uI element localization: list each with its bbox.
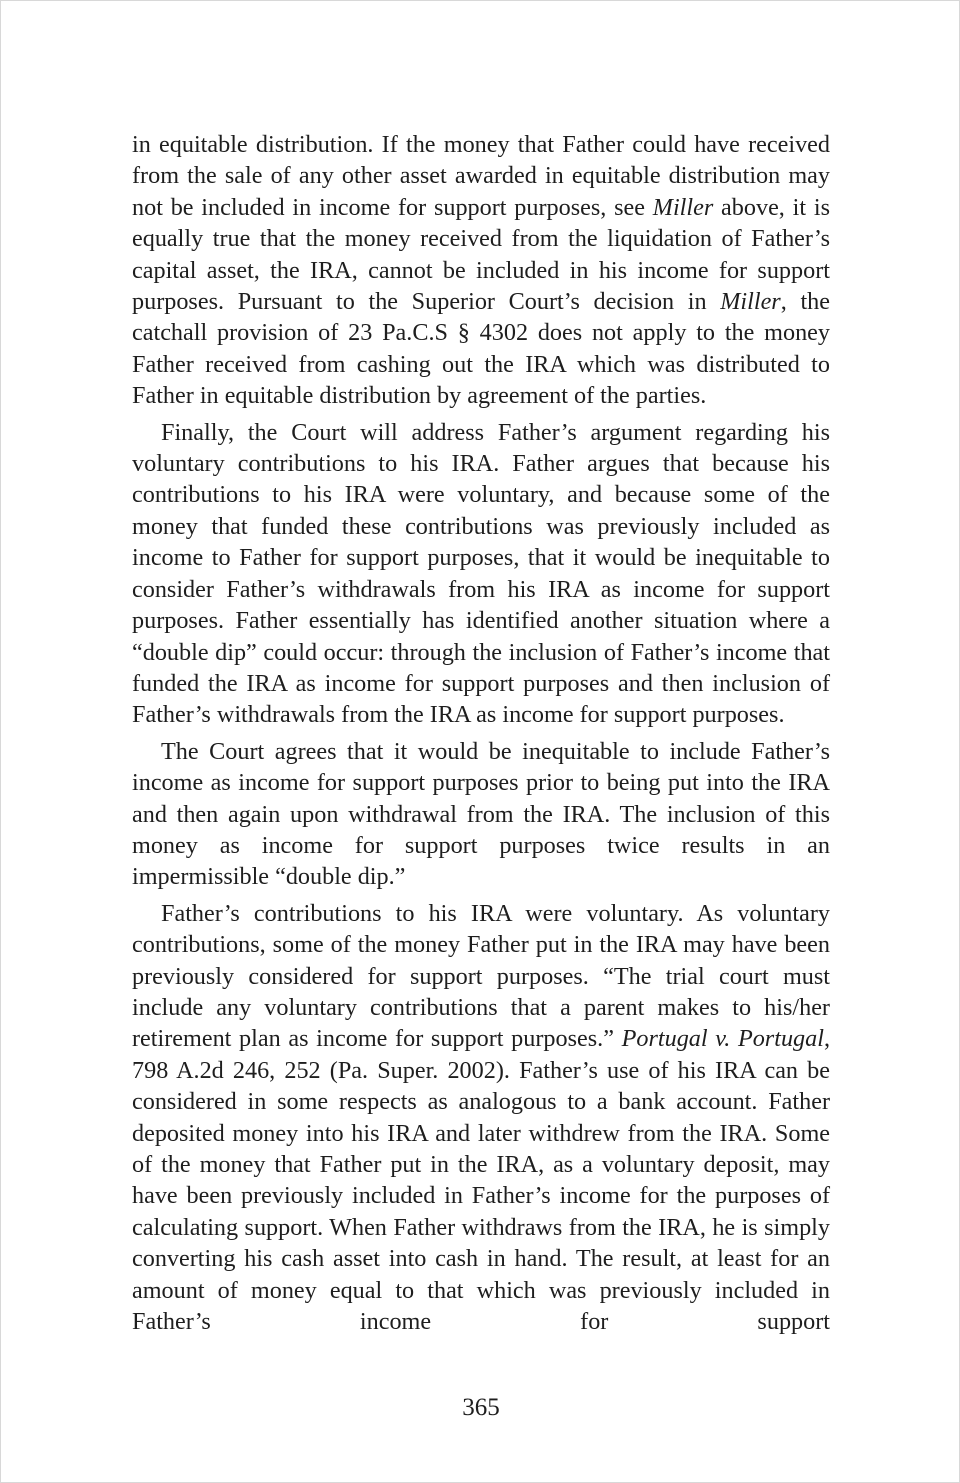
page-number: 365: [462, 1394, 500, 1421]
paragraph: [132, 898, 830, 1338]
text-segment: Finally, the Court will address Father’s argument regarding his voluntary contributions to his IRA. Father argues that because his contributions to his IRA were voluntary, and because some of the money that funded these contributions was previously included as income to Father for support purposes, that it would be inequitable to consider Father’s withdrawals from his IRA as income for support purposes. Father essentially has identified another situation where a “double dip” could occur: through the inclusion of Father’s income that funded the IRA as income for support purposes and then inclusion of Father’s withdrawals from the IRA as income for support purposes.: [132, 418, 830, 729]
text-segment: , 798 A.2d 246, 252 (Pa. Super. 2002). Father’s use of his IRA can be considered in some respects as analogous to a bank account. Father deposited money into his IRA and later withdrew from the IRA. Some of the money that Father put in the IRA, as a voluntary deposit, may have been previously included in Father’s income for the purposes of calculating support. When Father withdraws from the IRA, he is simply converting his cash asset into cash in hand. The result, at least for an amount of money equal to that which was previously included in Father’s income for support: [132, 1025, 830, 1336]
text-segment: above, it is equally true that the money received from the liquidation of Father’s capital asset, the IRA, cannot be included in his income for support purposes. Pursuant to the Superior Court’s decision in: [132, 193, 830, 316]
body-text: [132, 129, 830, 1342]
paragraph: [132, 417, 830, 731]
case-citation-italic: Portugal v. Portugal: [621, 1025, 824, 1053]
paragraph: [132, 129, 830, 412]
case-citation-italic: Miller: [652, 193, 714, 221]
text-segment: in equitable distribution. If the money that Father could have received from the sale of any other asset awarded in equitable distribution may not be included in income for support purposes, see: [132, 131, 830, 221]
text-segment: , the catchall provision of 23 Pa.C.S § 4302 does not apply to the money Father received from cashing out the IRA which was distributed to Father in equitable distribution by agreement of the parties.: [132, 288, 830, 410]
text-segment: Father’s contributions to his IRA were voluntary. As voluntary contributions, some of the money Father put in the IRA may have been previously considered for support purposes. “The trial court must include any voluntary contributions that a parent makes to his/her retirement plan as income for support purposes.”: [132, 899, 830, 1053]
text-segment: The Court agrees that it would be inequitable to include Father’s income as income for support purposes prior to being put into the IRA and then again upon withdrawal from the IRA. The inclusion of this money as income for support purposes twice results in an impermissible “double dip.”: [132, 737, 830, 891]
paragraph: [132, 736, 830, 893]
case-citation-italic: Miller: [720, 288, 781, 316]
